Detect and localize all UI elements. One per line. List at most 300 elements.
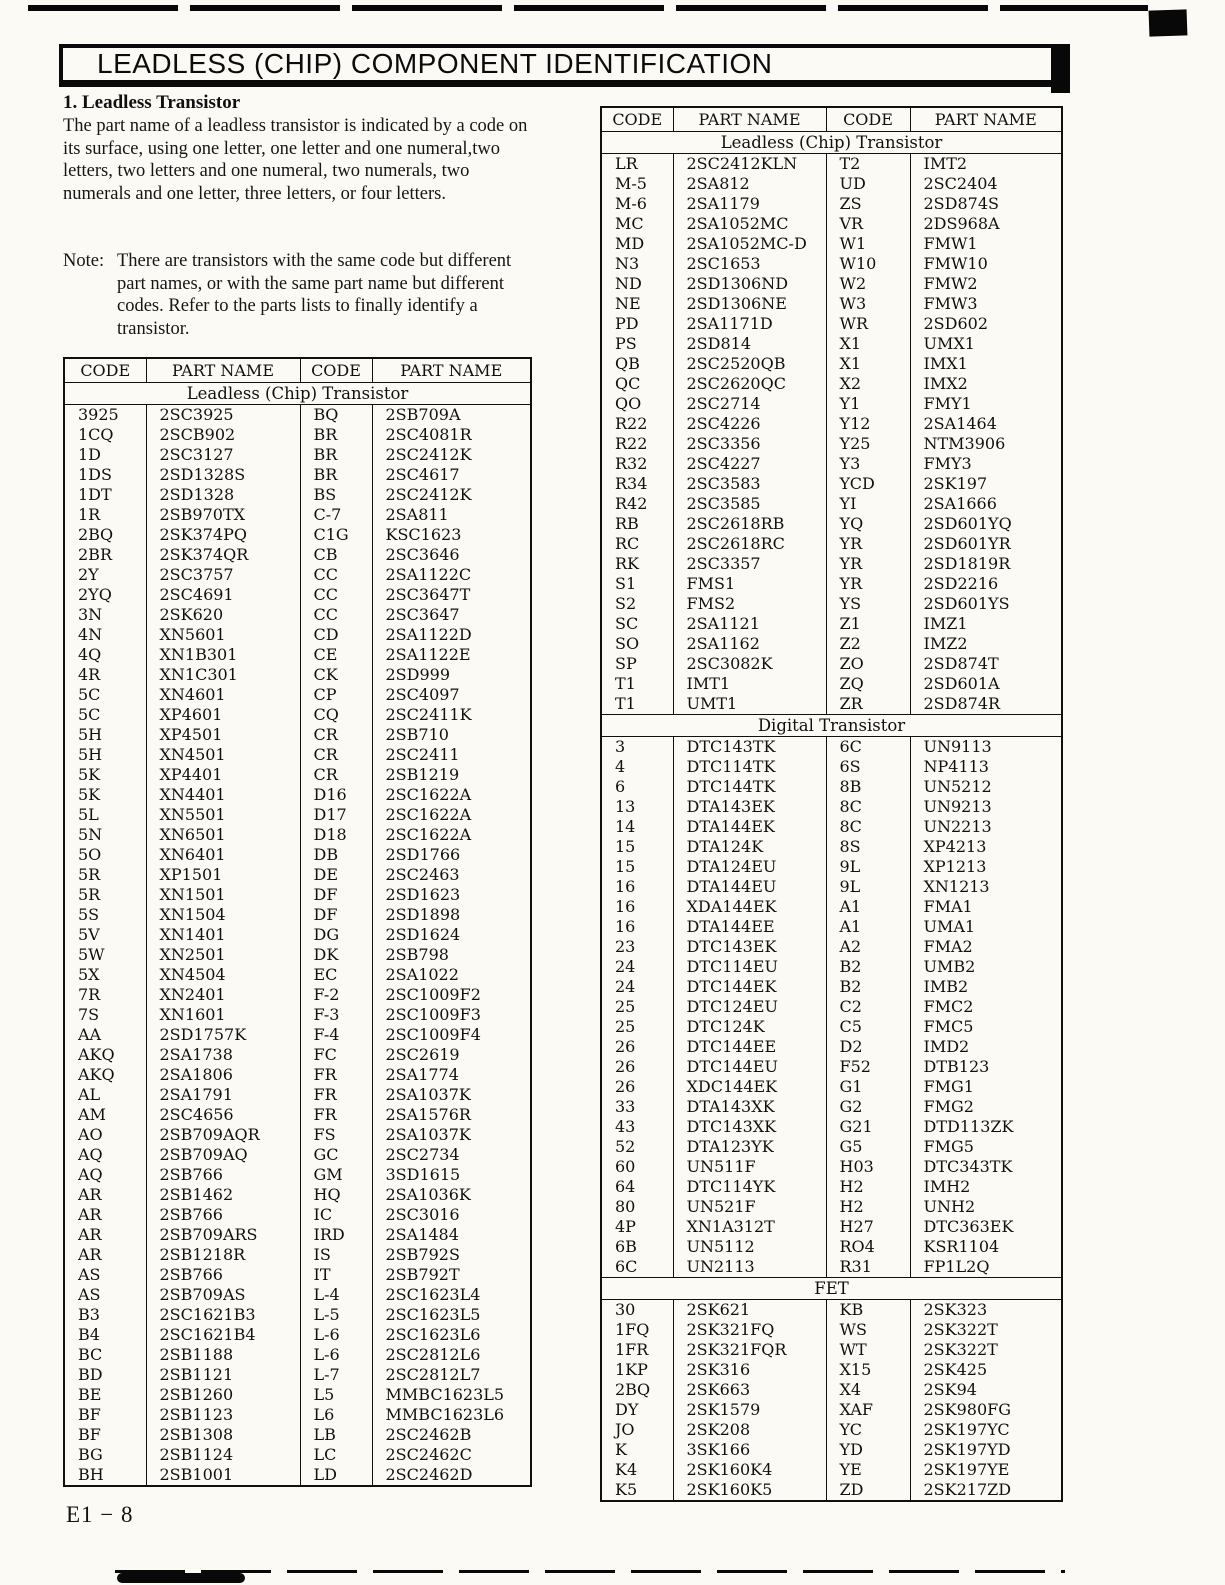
code-cell: K <box>615 1440 627 1459</box>
code-cell: H2 <box>826 1177 910 1197</box>
code-cell: 14 <box>615 817 636 836</box>
part-name-cell: 2SC4081R <box>372 425 531 445</box>
code-cell: 7S <box>78 1005 100 1024</box>
table-row <box>601 414 1062 434</box>
code-cell: CR <box>300 725 372 745</box>
table-row <box>601 1420 1062 1440</box>
code-cell: 43 <box>615 1117 636 1136</box>
code-cell: RC <box>615 534 640 553</box>
part-name-cell: 2SC3356 <box>673 434 826 454</box>
code-cell: UD <box>826 174 910 194</box>
part-name-cell: 2SB1219 <box>372 765 531 785</box>
code-cell: 33 <box>615 1097 636 1116</box>
table-row <box>601 314 1062 334</box>
code-cell: X1 <box>826 354 910 374</box>
part-name-cell: 2SB792T <box>372 1265 531 1285</box>
code-cell: 1D <box>78 445 102 464</box>
table-row <box>601 434 1062 454</box>
code-cell: 7R <box>78 985 101 1004</box>
part-name-cell: 2SB709AS <box>146 1285 300 1305</box>
table-row <box>601 514 1062 534</box>
right-code-table <box>600 106 1063 1502</box>
code-cell: Y25 <box>826 434 910 454</box>
part-name-cell: MMBC1623L6 <box>372 1405 531 1425</box>
code-cell: IT <box>300 1265 372 1285</box>
part-name-cell: 2SD814 <box>673 334 826 354</box>
part-name-cell: 2SC2734 <box>372 1145 531 1165</box>
part-name-cell: KSC1623 <box>372 525 531 545</box>
part-name-cell: 2SC3082K <box>673 654 826 674</box>
table-row <box>64 645 531 665</box>
code-cell: SO <box>615 634 640 653</box>
part-name-cell: 2SB1308 <box>146 1425 300 1445</box>
code-cell: BR <box>300 465 372 485</box>
table-row <box>64 1205 531 1225</box>
code-cell: GC <box>300 1145 372 1165</box>
table-row <box>64 1265 531 1285</box>
code-cell: AR <box>78 1185 102 1204</box>
code-cell: N3 <box>615 254 640 273</box>
part-name-cell: DTC114YK <box>673 1177 826 1197</box>
table-row <box>601 977 1062 997</box>
scan-artifact-bottom-dash <box>115 1570 1065 1573</box>
code-cell: 25 <box>615 1017 636 1036</box>
code-cell: D2 <box>826 1037 910 1057</box>
part-name-cell: 2SD1898 <box>372 905 531 925</box>
part-name-cell: 2SK197YD <box>910 1440 1062 1460</box>
part-name-cell: 2SK94 <box>910 1380 1062 1400</box>
part-name-cell: FMG2 <box>910 1097 1062 1117</box>
code-cell: YR <box>826 554 910 574</box>
code-cell: CK <box>300 665 372 685</box>
part-name-cell: DTB123 <box>910 1057 1062 1077</box>
column-header: PART NAME <box>372 358 531 383</box>
table-row <box>64 745 531 765</box>
part-name-cell: XN1B301 <box>146 645 300 665</box>
part-name-cell: 2SC3357 <box>673 554 826 574</box>
part-name-cell: 2SA1121 <box>673 614 826 634</box>
part-name-cell: 2SK160K4 <box>673 1460 826 1480</box>
code-cell: F-4 <box>300 1025 372 1045</box>
part-name-cell: 2SC3647T <box>372 585 531 605</box>
code-cell: D18 <box>300 825 372 845</box>
part-name-cell: XN5501 <box>146 805 300 825</box>
table-row <box>64 865 531 885</box>
table-row <box>601 897 1062 917</box>
code-cell: BF <box>78 1425 101 1444</box>
code-cell: ZR <box>826 694 910 715</box>
code-cell: Z1 <box>826 614 910 634</box>
part-name-cell: 2SK425 <box>910 1360 1062 1380</box>
part-name-cell: 2SB1121 <box>146 1365 300 1385</box>
code-cell: 80 <box>615 1197 636 1216</box>
code-cell: 5O <box>78 845 102 864</box>
intro-paragraph: The part name of a leadless transistor is indicated by a code on its surface, using one letter, one letter and one numeral,two letters, two letters and one numeral, two numerals, two numerals and one letter, three letters, or four letters. <box>63 116 528 204</box>
column-header: PART NAME <box>146 358 300 383</box>
part-name-cell: UN9213 <box>910 797 1062 817</box>
part-name-cell: 2SC4226 <box>673 414 826 434</box>
table-row <box>64 1405 531 1425</box>
code-cell: F52 <box>826 1057 910 1077</box>
table-header-row <box>601 107 1062 132</box>
part-name-cell: 2SD1328S <box>146 465 300 485</box>
table-row <box>64 1065 531 1085</box>
code-cell: 8S <box>826 837 910 857</box>
table-row <box>601 194 1062 214</box>
code-cell: 5S <box>78 905 100 924</box>
code-cell: Z2 <box>826 634 910 654</box>
code-cell: 4P <box>615 1217 636 1236</box>
code-cell: LC <box>300 1445 372 1465</box>
table-row <box>601 274 1062 294</box>
code-cell: YC <box>826 1420 910 1440</box>
part-name-cell: DTC363EK <box>910 1217 1062 1237</box>
table-row <box>64 1345 531 1365</box>
column-header: CODE <box>64 358 146 383</box>
part-name-cell: XN6401 <box>146 845 300 865</box>
code-cell: YS <box>826 594 910 614</box>
table-row <box>64 1245 531 1265</box>
part-name-cell: XP4601 <box>146 705 300 725</box>
code-cell: X1 <box>826 334 910 354</box>
part-name-cell: 2SB709AQ <box>146 1145 300 1165</box>
code-cell: L-5 <box>300 1305 372 1325</box>
table-section-row <box>601 132 1062 154</box>
table-row <box>64 725 531 745</box>
part-name-cell: FMA1 <box>910 897 1062 917</box>
code-cell: H03 <box>826 1157 910 1177</box>
table-row <box>601 574 1062 594</box>
column-header: CODE <box>300 358 372 383</box>
code-cell: XAF <box>826 1400 910 1420</box>
part-name-cell: UMT1 <box>673 694 826 715</box>
table-row <box>64 805 531 825</box>
part-name-cell: XDA144EK <box>673 897 826 917</box>
table-row <box>601 917 1062 937</box>
code-cell: CB <box>300 545 372 565</box>
table-row <box>601 1340 1062 1360</box>
part-name-cell: 2SC2620QC <box>673 374 826 394</box>
part-name-cell: 2SC1623L4 <box>372 1285 531 1305</box>
code-cell: RB <box>615 514 639 533</box>
code-cell: 2BR <box>78 545 112 564</box>
code-cell: 6 <box>615 777 626 796</box>
part-name-cell: XP4501 <box>146 725 300 745</box>
table-row <box>64 605 531 625</box>
code-cell: L-6 <box>300 1345 372 1365</box>
part-name-cell: 2SA1464 <box>910 414 1062 434</box>
table-row <box>601 1197 1062 1217</box>
table-row <box>601 777 1062 797</box>
part-name-cell: 2SC3647 <box>372 605 531 625</box>
part-name-cell: 2SA1022 <box>372 965 531 985</box>
code-cell: 6S <box>826 757 910 777</box>
table-row <box>601 1057 1062 1077</box>
code-cell: 5L <box>78 805 99 824</box>
table-row <box>601 1400 1062 1420</box>
part-name-cell: 2SB766 <box>146 1265 300 1285</box>
part-name-cell: 2SC1623L6 <box>372 1325 531 1345</box>
code-cell: AA <box>78 1025 102 1044</box>
code-cell: AO <box>78 1125 103 1144</box>
section-heading: 1. Leadless Transistor <box>63 92 241 113</box>
code-cell: EC <box>300 965 372 985</box>
part-name-cell: FMS2 <box>673 594 826 614</box>
code-cell: 6B <box>615 1237 637 1256</box>
part-name-cell: 2SC1009F4 <box>372 1025 531 1045</box>
part-name-cell: 2SD601A <box>910 674 1062 694</box>
code-cell: BE <box>78 1385 102 1404</box>
table-row <box>64 525 531 545</box>
part-name-cell: 2SD1623 <box>372 885 531 905</box>
scan-artifact-top-right <box>1149 9 1188 36</box>
code-cell: DY <box>615 1400 639 1419</box>
code-cell: 60 <box>615 1157 636 1176</box>
part-name-cell: UN511F <box>673 1157 826 1177</box>
code-cell: MC <box>615 214 644 233</box>
code-cell: Y12 <box>826 414 910 434</box>
code-cell: PD <box>615 314 639 333</box>
code-cell: KB <box>826 1300 910 1321</box>
part-name-cell: FMA2 <box>910 937 1062 957</box>
code-cell: JO <box>615 1420 635 1439</box>
code-cell: 1DS <box>78 465 112 484</box>
part-name-cell: 2SK160K5 <box>673 1480 826 1501</box>
code-cell: BH <box>78 1465 104 1484</box>
table-row <box>601 1177 1062 1197</box>
code-cell: FS <box>300 1125 372 1145</box>
part-name-cell: 2SB1123 <box>146 1405 300 1425</box>
part-name-cell: 2SB710 <box>372 725 531 745</box>
code-cell: L5 <box>300 1385 372 1405</box>
code-cell: 16 <box>615 877 636 896</box>
table-row <box>64 1325 531 1345</box>
part-name-cell: 2SC2812L7 <box>372 1365 531 1385</box>
part-name-cell: 2SC3016 <box>372 1205 531 1225</box>
part-name-cell: DTA144EU <box>673 877 826 897</box>
code-cell: 1DT <box>78 485 112 504</box>
part-name-cell: 2SC2618RC <box>673 534 826 554</box>
code-cell: 5W <box>78 945 105 964</box>
code-cell: T1 <box>615 694 636 713</box>
code-cell: PS <box>615 334 637 353</box>
code-cell: R31 <box>826 1257 910 1278</box>
code-cell: 8C <box>826 797 910 817</box>
part-name-cell: 2SK980FG <box>910 1400 1062 1420</box>
part-name-cell: 2SC2411K <box>372 705 531 725</box>
part-name-cell: 2SK197YE <box>910 1460 1062 1480</box>
table-row <box>64 1305 531 1325</box>
table-row <box>601 554 1062 574</box>
code-cell: NE <box>615 294 641 313</box>
table-row <box>64 625 531 645</box>
table-row <box>601 174 1062 194</box>
part-name-cell: 2SD601YQ <box>910 514 1062 534</box>
table-row <box>601 1037 1062 1057</box>
table-row <box>601 694 1062 715</box>
page-title-box <box>59 44 1057 87</box>
code-cell: G1 <box>826 1077 910 1097</box>
part-name-cell: DTC114EU <box>673 957 826 977</box>
part-name-cell: 2SA811 <box>372 505 531 525</box>
code-cell: DF <box>300 885 372 905</box>
code-cell: AQ <box>78 1145 103 1164</box>
code-cell: G21 <box>826 1117 910 1137</box>
part-name-cell: IMH2 <box>910 1177 1062 1197</box>
code-cell: D17 <box>300 805 372 825</box>
table-row <box>64 465 531 485</box>
part-name-cell: DTA143EK <box>673 797 826 817</box>
code-cell: FR <box>300 1085 372 1105</box>
code-cell: 6C <box>826 737 910 758</box>
code-cell: AKQ <box>78 1045 115 1064</box>
table-row <box>64 1165 531 1185</box>
part-name-cell: XP1213 <box>910 857 1062 877</box>
part-name-cell: 2SB1260 <box>146 1385 300 1405</box>
part-name-cell: 2SC1653 <box>673 254 826 274</box>
table-row <box>601 474 1062 494</box>
part-name-cell: XN1401 <box>146 925 300 945</box>
part-name-cell: IMX2 <box>910 374 1062 394</box>
table-row <box>64 1425 531 1445</box>
code-cell: RK <box>615 554 639 573</box>
part-name-cell: UN2113 <box>673 1257 826 1278</box>
code-cell: A2 <box>826 937 910 957</box>
part-name-cell: 2SA1171D <box>673 314 826 334</box>
code-cell: AL <box>78 1085 101 1104</box>
code-cell: QO <box>615 394 642 413</box>
code-cell: 52 <box>615 1137 636 1156</box>
code-cell: 64 <box>615 1177 636 1196</box>
part-name-cell: 2SD1766 <box>372 845 531 865</box>
code-cell: X15 <box>826 1360 910 1380</box>
part-name-cell: 2SD601YR <box>910 534 1062 554</box>
part-name-cell: XN1601 <box>146 1005 300 1025</box>
table-row <box>601 394 1062 414</box>
code-cell: ZQ <box>826 674 910 694</box>
part-name-cell: 2SB798 <box>372 945 531 965</box>
part-name-cell: 2SC4617 <box>372 465 531 485</box>
table-row <box>64 445 531 465</box>
code-cell: 4 <box>615 757 626 776</box>
part-name-cell: 2SC2714 <box>673 394 826 414</box>
part-name-cell: 2SC1621B4 <box>146 1325 300 1345</box>
code-cell: S2 <box>615 594 637 613</box>
code-cell: D16 <box>300 785 372 805</box>
part-name-cell: 2SK374QR <box>146 545 300 565</box>
part-name-cell: UN5112 <box>673 1237 826 1257</box>
part-name-cell: FMS1 <box>673 574 826 594</box>
part-name-cell: 2SB970TX <box>146 505 300 525</box>
part-name-cell: UN521F <box>673 1197 826 1217</box>
table-row <box>601 997 1062 1017</box>
part-name-cell: 2SC4691 <box>146 585 300 605</box>
part-name-cell: 2SC3646 <box>372 545 531 565</box>
part-name-cell: XN1C301 <box>146 665 300 685</box>
table-row <box>601 1360 1062 1380</box>
code-cell: SC <box>615 614 639 633</box>
table-row <box>601 1217 1062 1237</box>
code-cell: B2 <box>826 977 910 997</box>
code-cell: 6C <box>615 1257 638 1276</box>
table-row <box>601 797 1062 817</box>
part-name-cell: FMC2 <box>910 997 1062 1017</box>
code-cell: X4 <box>826 1380 910 1400</box>
part-name-cell: FMG5 <box>910 1137 1062 1157</box>
part-name-cell: 2SA1122E <box>372 645 531 665</box>
code-cell: W3 <box>826 294 910 314</box>
table-row <box>64 485 531 505</box>
part-name-cell: DTA144EK <box>673 817 826 837</box>
code-cell: LB <box>300 1425 372 1445</box>
part-name-cell: 2SK621 <box>673 1300 826 1321</box>
code-cell: CQ <box>300 705 372 725</box>
code-cell: 5X <box>78 965 100 984</box>
part-name-cell: XN4401 <box>146 785 300 805</box>
code-cell: C5 <box>826 1017 910 1037</box>
code-cell: 5R <box>78 885 101 904</box>
part-name-cell: DTA123YK <box>673 1137 826 1157</box>
part-name-cell: 2SA1666 <box>910 494 1062 514</box>
code-cell: A1 <box>826 897 910 917</box>
part-name-cell: 2SB709ARS <box>146 1225 300 1245</box>
code-cell: 8C <box>826 817 910 837</box>
table-row <box>64 545 531 565</box>
part-name-cell: NTM3906 <box>910 434 1062 454</box>
code-cell: DB <box>300 845 372 865</box>
code-cell: DE <box>300 865 372 885</box>
code-cell: ZS <box>826 194 910 214</box>
table-row <box>601 1077 1062 1097</box>
part-name-cell: IMX1 <box>910 354 1062 374</box>
code-cell: C-7 <box>300 505 372 525</box>
part-name-cell: 2SC3127 <box>146 445 300 465</box>
column-header: CODE <box>826 107 910 132</box>
code-cell: L-6 <box>300 1325 372 1345</box>
code-cell: ZO <box>826 654 910 674</box>
part-name-cell: 2SK321FQR <box>673 1340 826 1360</box>
code-cell: BR <box>300 445 372 465</box>
code-cell: BC <box>78 1345 103 1364</box>
code-cell: F-2 <box>300 985 372 1005</box>
code-cell: G2 <box>826 1097 910 1117</box>
code-cell: BS <box>300 485 372 505</box>
part-name-cell: 2SC1622A <box>372 805 531 825</box>
part-name-cell: 2SK197 <box>910 474 1062 494</box>
part-name-cell: DTC144EK <box>673 977 826 997</box>
code-cell: A1 <box>826 917 910 937</box>
code-cell: 2YQ <box>78 585 112 604</box>
part-name-cell: 2SC1622A <box>372 825 531 845</box>
part-name-cell: 2SK374PQ <box>146 525 300 545</box>
part-name-cell: 2SK316 <box>673 1360 826 1380</box>
table-row <box>64 985 531 1005</box>
part-name-cell: 2SA1576R <box>372 1105 531 1125</box>
part-name-cell: 2SK321FQ <box>673 1320 826 1340</box>
part-name-cell: 2SC3585 <box>673 494 826 514</box>
part-name-cell: 2SB766 <box>146 1205 300 1225</box>
code-cell: CD <box>300 625 372 645</box>
code-cell: H2 <box>826 1197 910 1217</box>
table-row <box>64 885 531 905</box>
code-cell: R22 <box>615 434 648 453</box>
code-cell: GM <box>300 1165 372 1185</box>
table-row <box>601 334 1062 354</box>
code-cell: BF <box>78 1405 101 1424</box>
part-name-cell: 2SC3757 <box>146 565 300 585</box>
column-header: CODE <box>601 107 673 132</box>
part-name-cell: XP4213 <box>910 837 1062 857</box>
